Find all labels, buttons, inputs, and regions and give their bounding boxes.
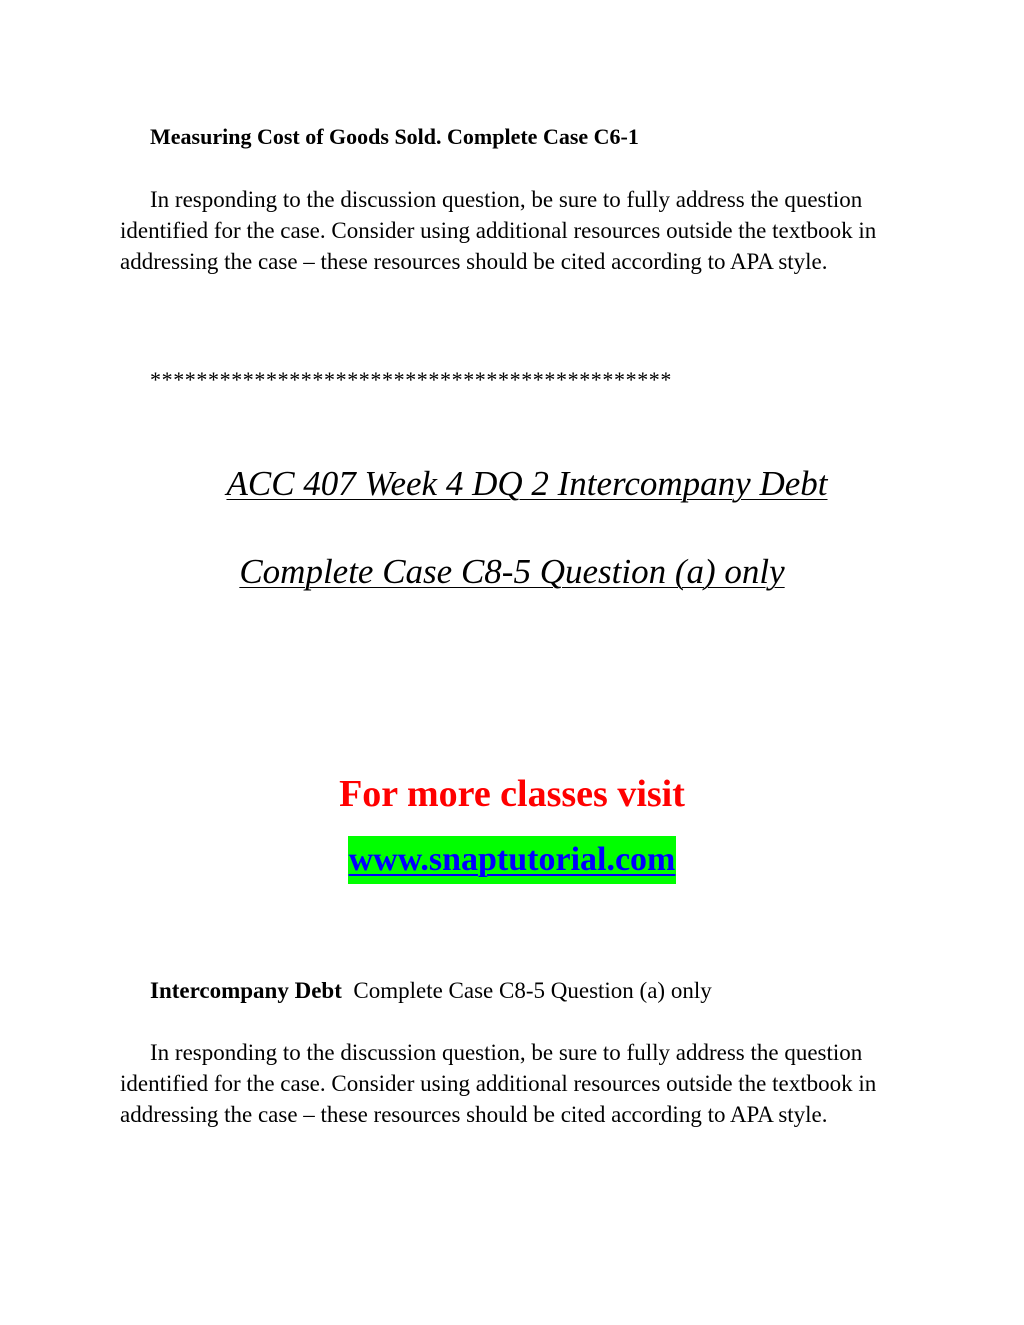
section2-heading (150, 975, 712, 1006)
section1-paragraph: In responding to the discussion question, be sure to fully address the question identified for the case. Consider using additional resources outside the textbook in addressing the case – these resources should be cited according to APA style. (120, 187, 877, 274)
separator-asterisks: ********************************************* (150, 367, 672, 392)
snaptutorial-link[interactable]: www.snaptutorial.com (348, 836, 677, 884)
title-line-2: Complete Case C8-5 Question (a) only (239, 552, 785, 591)
title-line-1: ACC 407 Week 4 DQ 2 Intercompany Debt (226, 464, 828, 503)
section2-heading-rest: Complete Case C8-5 Question (a) only (353, 978, 712, 1003)
section2-paragraph: In responding to the discussion question, be sure to fully address the question identified for the case. Consider using additional resources outside the textbook in addressing the case – these resources should be cited according to APA style. (120, 1040, 877, 1127)
promo-link-container (0, 836, 1024, 884)
section2-heading-bold: Intercompany Debt (150, 978, 342, 1003)
section1-heading: Measuring Cost of Goods Sold. Complete Case C6-1 (150, 124, 639, 149)
promo-text: For more classes visit (339, 773, 685, 815)
